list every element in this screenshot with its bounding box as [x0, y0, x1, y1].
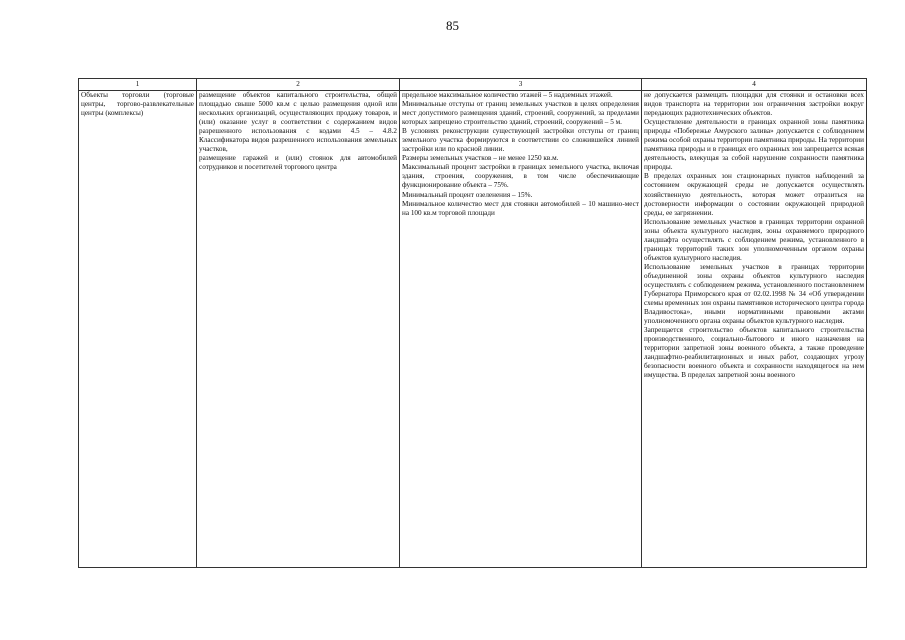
cell-paragraph: Запрещается строительство объектов капитального строительства производственного, социально-бытового и иного назначения на территории запретной зоны военного объекта, а также проведение ландшафтно-реабилитационных и иных работ, создающих угрозу безопасности военного объекта и сохранности находящегося на нем имущества. В пределах запретной зоны военного	[644, 326, 864, 380]
cell-paragraph: В условиях реконструкции существующей застройки отступы от границ земельного участка формируются в соответствии со сложившейся линией застройки или по красной линии.	[402, 127, 639, 154]
cell-paragraph: Минимальный процент озеленения – 15%.	[402, 190, 533, 199]
column-header-3: 3	[400, 79, 642, 91]
cell-paragraph: Максимальный процент застройки в границах земельного участка, включая здания, строения, сооружения, в том числе обеспечивающие функционирование объекта – 75%.	[402, 163, 639, 190]
cell-paragraph: не допускается размещать площадки для стоянки и остановки всех видов транспорта на территории зон ограничения застройки вокруг передающих радиотехнических объектов.	[644, 91, 864, 118]
object-type-cell	[79, 91, 197, 568]
cell-paragraph: размещение гаражей и (или) стоянок для автомобилей сотрудников и посетителей торгового центра	[199, 154, 397, 172]
permitted-use-cell	[197, 91, 400, 568]
cell-paragraph: Осуществление деятельности в границах охранной зоны памятника природы «Побережье Амурского залива» допускается с соблюдением режима особой охраны территории памятника природы. На территории памятника природы и в границах его охранных зон запрещается всякая деятельность, влекущая за собой нарушение сохранности памятника природы.	[644, 118, 864, 172]
cell-paragraph: Объекты торговли (торговые центры, торгово-развлекательные центры (комплексы)	[81, 91, 194, 118]
parameters-cell	[400, 91, 642, 568]
cell-paragraph: предельное максимальное количество этажей – 5 надземных этажей.	[402, 91, 613, 99]
cell-paragraph: Использование земельных участков в границах территории охранной зоны объекта культурного наследия, зоны охраняемого природного ландшафта осуществлять с соблюдением режима, установленного в границах территорий таких зон уполномоченным органом охраны объектов культурного наследия.	[644, 217, 864, 262]
table-header-row	[79, 79, 867, 91]
column-header-1: 1	[79, 79, 197, 91]
cell-paragraph: размещение объектов капитального строительства, общей площадью свыше 5000 кв.м с целью размещения одной или нескольких организаций, осуществляющих продажу товаров, и (или) оказание услуг в соответствии с содержанием видов разрешенного использования с кодами 4.5 – 4.8.2 Классификатора видов разрешенного использования земельных участков,	[199, 91, 397, 154]
page-number: 85	[446, 18, 459, 33]
cell-paragraph: Минимальное количество мест для стоянки автомобилей – 10 машино-мест на 100 кв.м торговой площади	[402, 199, 639, 217]
restrictions-cell	[642, 91, 867, 568]
cell-paragraph: Размеры земельных участков – не менее 1250 кв.м.	[402, 154, 559, 163]
cell-paragraph: Использование земельных участков в границах территории объединенной зоны охраны объектов культурного наследия осуществлять с соблюдением режима, установленного постановлением Губернатора Приморского края от 02.02.1998 № 34 «Об утверждении схемы временных зон охраны памятников исторического центра города Владивостока», иными нормативными правовыми актами уполномоченного органа охраны объектов культурного наследия.	[644, 262, 864, 326]
cell-paragraph: Минимальные отступы от границ земельных участков в целях определения мест допустимого размещения зданий, строений, сооружений, за пределами которых запрещено строительство зданий, строений, сооружений – 5 м.	[402, 100, 639, 127]
table-row	[79, 91, 867, 568]
column-header-2: 2	[197, 79, 400, 91]
regulation-table	[78, 78, 867, 568]
cell-paragraph: В пределах охранных зон стационарных пунктов наблюдений за состоянием окружающей среды не допускается осуществлять хозяйственную деятельность, которая может отразиться на достоверности информации о состоянии окружающей природной среды, ее загрязнении.	[644, 172, 864, 217]
column-header-4: 4	[642, 79, 867, 91]
